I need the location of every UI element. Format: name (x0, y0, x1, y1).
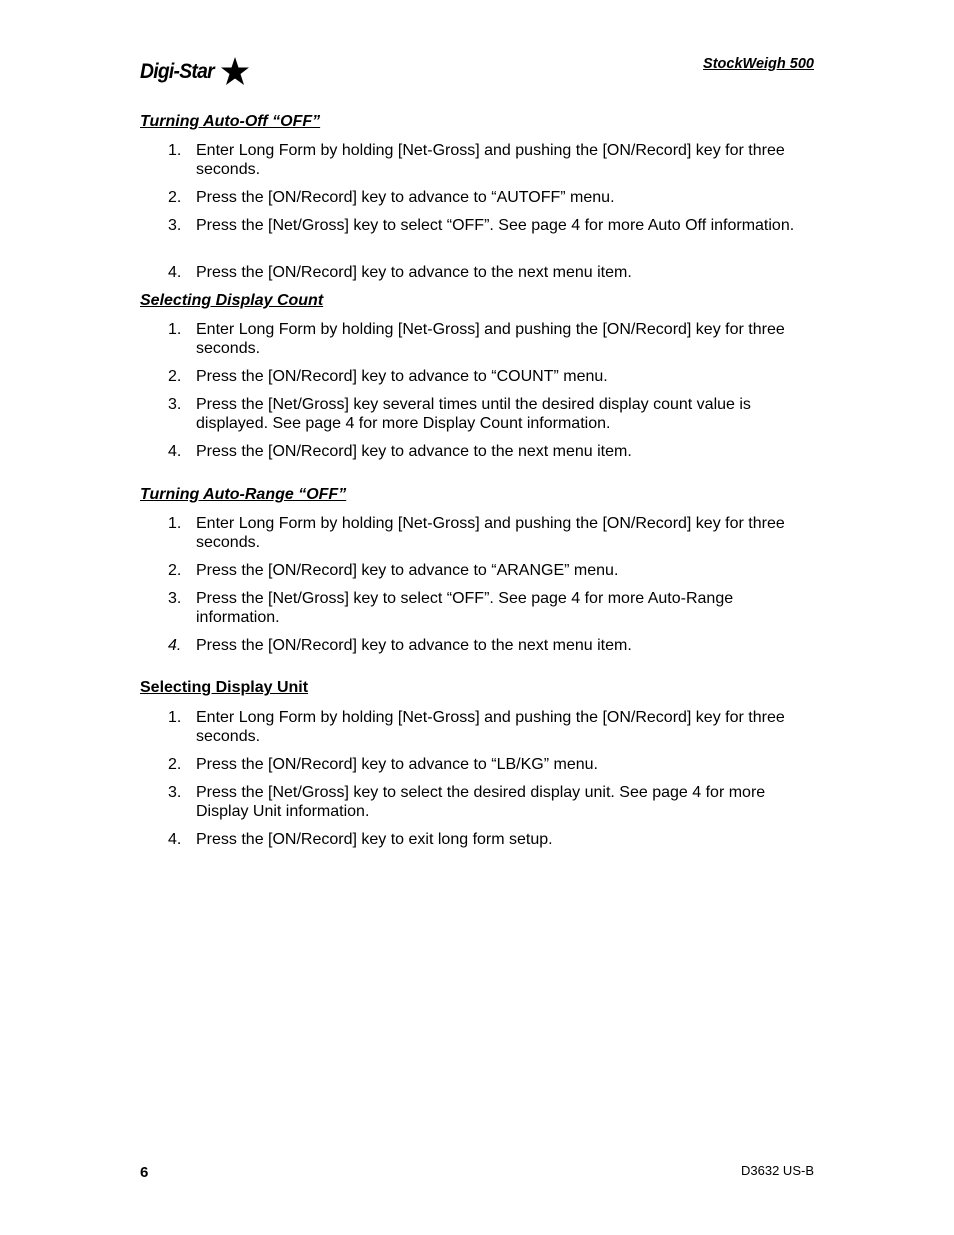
section-heading-display-count: Selecting Display Count (140, 292, 324, 309)
step-text: Enter Long Form by holding [Net-Gross] and pushing the [ON/Record] key for three seconds. (196, 321, 785, 357)
step-number: 3. (168, 590, 182, 607)
step-text: Press the [Net/Gross] key to select “OFF”. See page 4 for more Auto Off information. (196, 217, 795, 234)
step-text: Press the [Net/Gross] key to select the desired display unit. See page 4 for more Display Unit information. (196, 784, 766, 820)
step-number: 2. (168, 756, 182, 773)
step-number: 4. (168, 637, 182, 654)
step-text: Press the [ON/Record] key to advance to “ARANGE” menu. (196, 562, 619, 579)
page-number: 6 (140, 1164, 149, 1181)
step-number: 4. (168, 264, 182, 281)
step-number: 1. (168, 709, 182, 726)
logo-text: Digi-Star (140, 60, 214, 83)
step-text: Enter Long Form by holding [Net-Gross] and pushing the [ON/Record] key for three seconds. (196, 515, 785, 551)
step-number: 3. (168, 396, 182, 413)
step-text: Press the [Net/Gross] key to select “OFF”. See page 4 for more Auto-Range information. (196, 590, 734, 626)
step-number: 2. (168, 368, 182, 385)
digi-star-logo (140, 54, 250, 90)
section-heading-auto-off: Turning Auto-Off “OFF” (140, 113, 321, 130)
step-text: Press the [ON/Record] key to advance to “LB/KG” menu. (196, 756, 598, 773)
step-number: 2. (168, 562, 182, 579)
step-number: 1. (168, 515, 182, 532)
step-number: 4. (168, 831, 182, 848)
step-text: Press the [ON/Record] key to exit long form setup. (196, 831, 553, 848)
step-text: Enter Long Form by holding [Net-Gross] and pushing the [ON/Record] key for three seconds. (196, 709, 785, 745)
product-title: StockWeigh 500 (703, 56, 814, 72)
step-number: 3. (168, 217, 182, 234)
step-text: Enter Long Form by holding [Net-Gross] and pushing the [ON/Record] key for three seconds. (196, 142, 785, 178)
step-number: 3. (168, 784, 182, 801)
star-icon (216, 55, 250, 89)
section-heading-auto-range: Turning Auto-Range “OFF” (140, 486, 347, 503)
step-number: 4. (168, 443, 182, 460)
step-text: Press the [ON/Record] key to advance to “AUTOFF” menu. (196, 189, 615, 206)
step-text: Press the [ON/Record] key to advance to the next menu item. (196, 637, 632, 654)
step-text: Press the [ON/Record] key to advance to “COUNT” menu. (196, 368, 608, 385)
step-number: 1. (168, 142, 182, 159)
document-code: D3632 US-B (741, 1163, 814, 1178)
step-text: Press the [Net/Gross] key several times until the desired display count value is displayed. See page 4 for more Display Count information. (196, 396, 751, 432)
step-number: 2. (168, 189, 182, 206)
step-text: Press the [ON/Record] key to advance to the next menu item. (196, 443, 632, 460)
section-heading-display-unit: Selecting Display Unit (140, 679, 309, 696)
step-number: 1. (168, 321, 182, 338)
step-text: Press the [ON/Record] key to advance to the next menu item. (196, 264, 632, 281)
